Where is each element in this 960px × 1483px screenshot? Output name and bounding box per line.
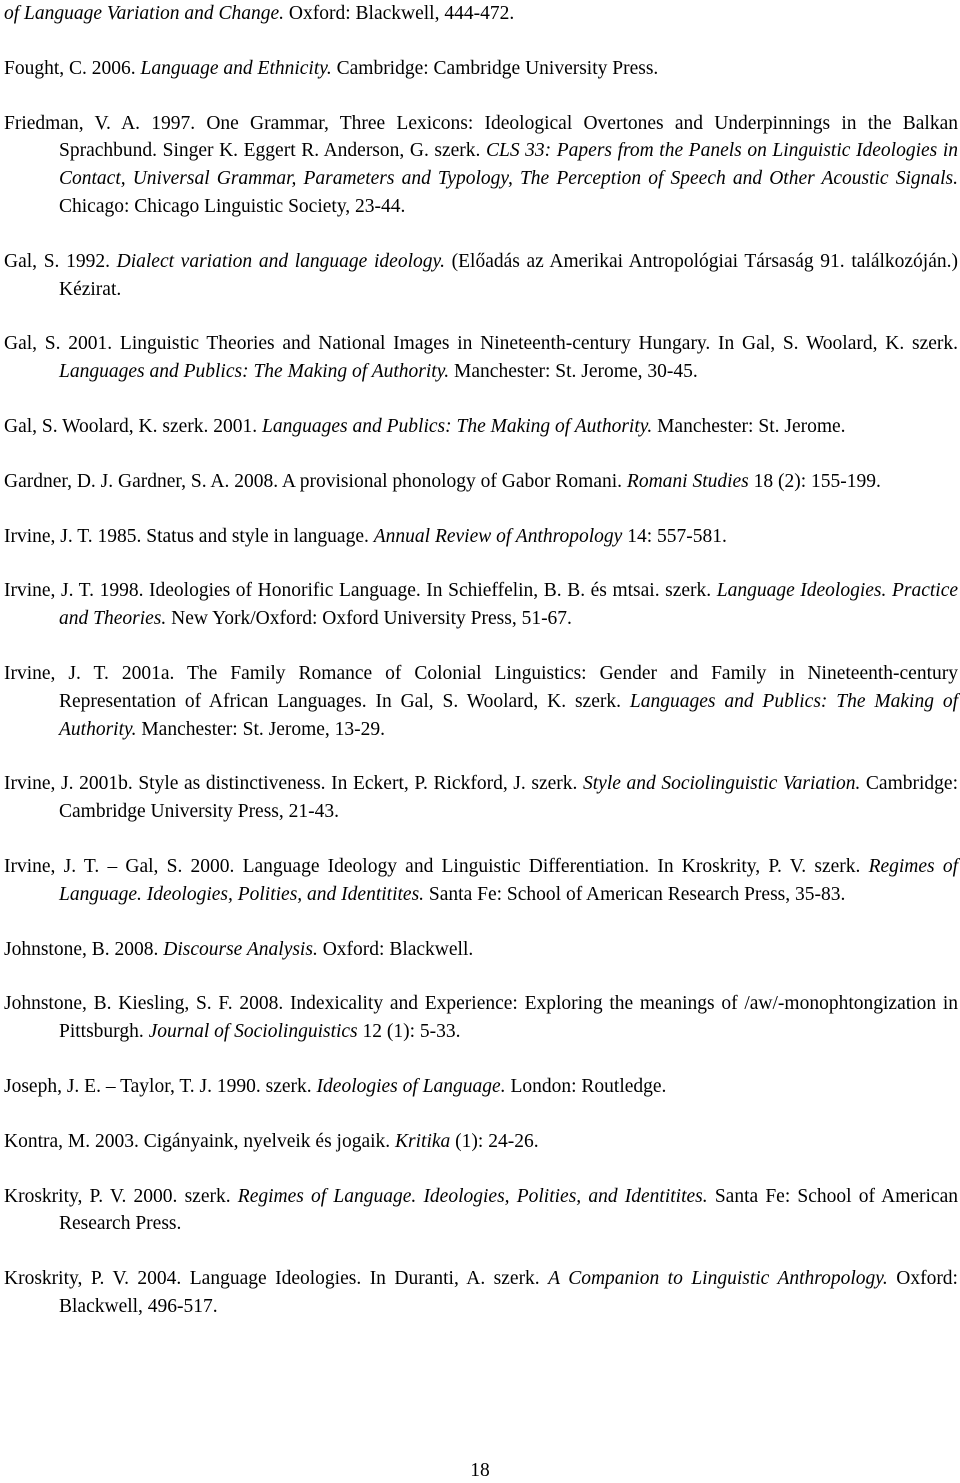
reference-text: Irvine, J. T. 1998. Ideologies of Honorific Language. In Schieffelin, B. B. és mtsai. szerk. — [4, 580, 717, 602]
reference-entry — [4, 577, 958, 633]
reference-title-italic: Regimes of Language. Ideologies, Polities, and Identitites. — [59, 855, 958, 905]
reference-text: 14: 557-581. — [622, 525, 727, 547]
reference-entry — [4, 660, 958, 743]
reference-text: Irvine, J. T. 2001a. The Family Romance of Colonial Linguistics: Gender and Family in Nineteenth-century Representation of African Languages. In Gal, S. Woolard, K. szerk. — [4, 662, 958, 712]
reference-title-italic: Discourse Analysis. — [163, 938, 318, 960]
reference-text: Santa Fe: School of American Research Press. — [59, 1185, 958, 1235]
reference-text: Irvine, J. T. 1985. Status and style in language. — [4, 525, 374, 547]
reference-text: Santa Fe: School of American Research Press, 35-83. — [424, 883, 846, 905]
reference-text: Oxford: Blackwell. — [317, 938, 474, 960]
reference-text: Oxford: Blackwell, 496-517. — [59, 1268, 958, 1317]
reference-text: (Előadás az Amerikai Antropológiai Társaság 91. találkozóján.) Kézirat. — [59, 250, 959, 300]
page-number: 18 — [470, 1460, 490, 1481]
reference-entry — [4, 413, 958, 441]
reference-text: Johnstone, B. 2008. — [4, 938, 164, 960]
reference-title-italic: Kritika — [395, 1130, 451, 1152]
reference-entry — [4, 0, 958, 28]
reference-text: Manchester: St. Jerome. — [652, 415, 846, 437]
reference-text: Irvine, J. T. – Gal, S. 2000. Language Ideology and Linguistic Differentiation. In Kroskrity, P. V. szerk. — [4, 855, 869, 877]
reference-text: Irvine, J. 2001b. Style as distinctiveness. In Eckert, P. Rickford, J. szerk. — [4, 773, 583, 795]
reference-entry — [4, 330, 958, 386]
reference-text: Cambridge: Cambridge University Press. — [331, 57, 659, 79]
reference-entry — [4, 936, 958, 964]
reference-title-italic: Style and Sociolinguistic Variation. — [583, 773, 861, 795]
reference-title-italic: Languages and Publics: The Making of Authority. — [262, 415, 653, 437]
reference-list — [4, 0, 958, 1348]
reference-entry — [4, 990, 958, 1046]
reference-title-italic: Languages and Publics: The Making of Authority. — [59, 690, 959, 740]
reference-title-italic: of Language Variation and Change. — [4, 3, 285, 24]
reference-text: Friedman, V. A. 1997. One Grammar, Three Lexicons: Ideological Overtones and Underpinnings in the Balkan Sprachbund. Singer K. Eggert R. Anderson, G. szerk. — [4, 112, 958, 162]
reference-text: (1): 24-26. — [450, 1130, 539, 1152]
reference-entry — [4, 1128, 958, 1156]
reference-text: London: Routledge. — [505, 1075, 667, 1097]
reference-text: Gal, S. Woolard, K. szerk. 2001. — [4, 415, 263, 437]
reference-text: Gardner, D. J. Gardner, S. A. 2008. A provisional phonology of Gabor Romani. — [4, 470, 627, 492]
reference-text: 18 (2): 155-199. — [748, 470, 881, 492]
reference-title-italic: Language and Ethnicity. — [140, 57, 332, 79]
reference-title-italic: Regimes of Language. Ideologies, Polities, and Identitites. — [237, 1185, 708, 1207]
reference-title-italic: Journal of Sociolinguistics — [148, 1021, 358, 1043]
reference-entry — [4, 468, 958, 496]
reference-text: Kroskrity, P. V. 2000. szerk. — [4, 1185, 238, 1207]
reference-title-italic: CLS 33: Papers from the Panels on Linguistic Ideologies in Contact, Universal Grammar, Parameters and Typology, The Perception of Speech and Other Acoustic Signals. — [59, 140, 958, 190]
reference-text: Gal, S. 1992. — [4, 250, 117, 272]
reference-text: Manchester: St. Jerome, 13-29. — [136, 718, 386, 740]
reference-entry — [4, 1073, 958, 1101]
reference-text: New York/Oxford: Oxford University Press, 51-67. — [166, 608, 572, 630]
reference-text: 12 (1): 5-33. — [357, 1021, 461, 1043]
reference-entry — [4, 853, 958, 909]
reference-title-italic: Language Ideologies. Practice and Theories. — [59, 580, 958, 630]
reference-entry — [4, 110, 958, 221]
reference-title-italic: Languages and Publics: The Making of Authority. — [59, 361, 450, 383]
reference-text: Manchester: St. Jerome, 30-45. — [449, 361, 698, 383]
reference-title-italic: A Companion to Linguistic Anthropology. — [548, 1268, 888, 1290]
reference-title-italic: Romani Studies — [626, 470, 749, 492]
reference-text: Joseph, J. E. – Taylor, T. J. 1990. szerk. — [4, 1075, 317, 1097]
reference-text: Kroskrity, P. V. 2004. Language Ideologies. In Duranti, A. szerk. — [4, 1268, 549, 1290]
reference-title-italic: Dialect variation and language ideology. — [116, 250, 445, 272]
reference-text: Oxford: Blackwell, 444-472. — [284, 3, 515, 24]
reference-entry — [4, 1265, 958, 1321]
reference-text: Gal, S. 2001. Linguistic Theories and National Images in Nineteenth-century Hungary. In Gal, S. Woolard, K. szerk. — [4, 333, 958, 355]
reference-entry — [4, 523, 958, 551]
reference-title-italic: Annual Review of Anthropology — [373, 525, 623, 547]
reference-text: Johnstone, B. Kiesling, S. F. 2008. Indexicality and Experience: Exploring the meanings of /aw/-monophtongization in Pittsburgh. — [4, 993, 958, 1043]
reference-text: Fought, C. 2006. — [4, 57, 141, 79]
reference-text: Kontra, M. 2003. Cigányaink, nyelveik és jogaik. — [4, 1130, 396, 1152]
reference-title-italic: Ideologies of Language. — [316, 1075, 506, 1097]
reference-text: Cambridge: Cambridge University Press, 21-43. — [59, 773, 958, 823]
reference-text: Chicago: Chicago Linguistic Society, 23-44. — [59, 195, 406, 217]
reference-entry — [4, 55, 958, 83]
reference-entry — [4, 770, 958, 826]
reference-entry — [4, 248, 958, 304]
reference-entry — [4, 1183, 958, 1239]
